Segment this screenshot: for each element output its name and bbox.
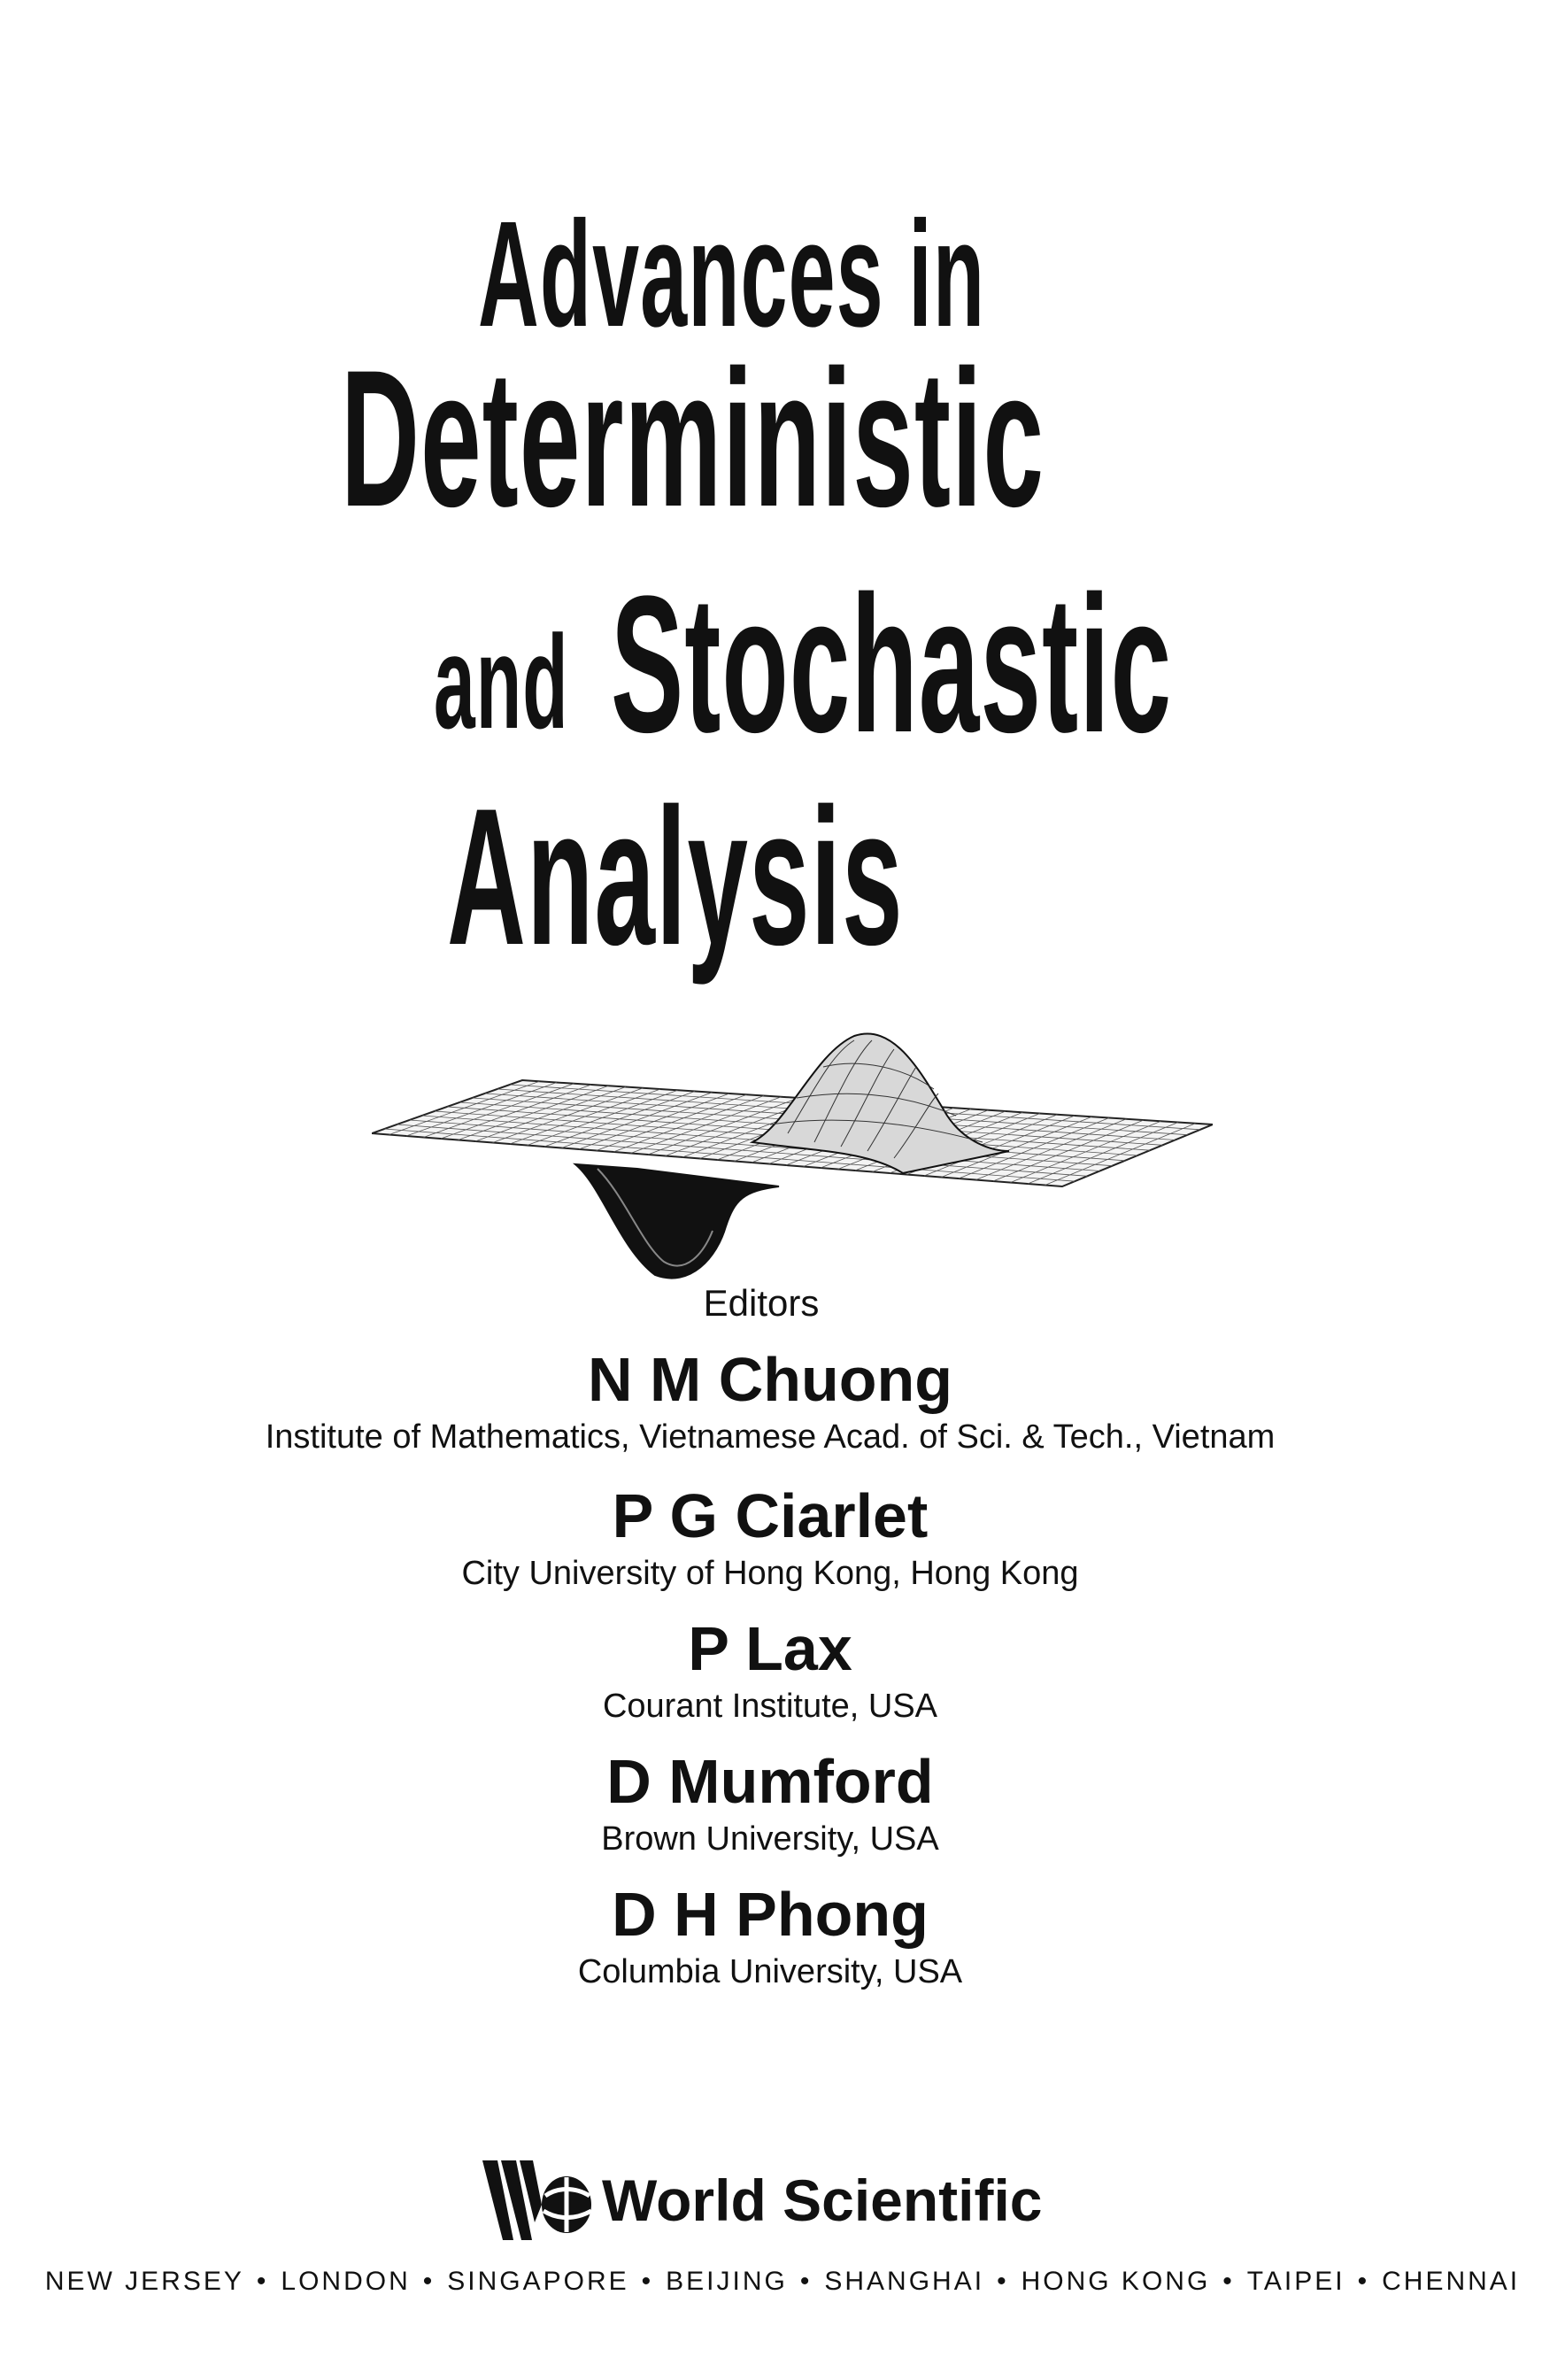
editor-name: P Lax — [688, 1614, 852, 1683]
city-separator: • — [1357, 2267, 1370, 2296]
editor-affiliation: Brown University, USA — [601, 1820, 939, 1858]
title-line-stochastic: Stochastic — [611, 555, 1173, 773]
city-name: SHANGHAI — [824, 2267, 985, 2296]
editor-affiliation: Columbia University, USA — [577, 1953, 963, 1990]
title-line-deterministic: Deterministic — [341, 329, 1045, 547]
editor-affiliation: Courant Institute, USA — [602, 1688, 938, 1725]
publisher-logo — [478, 2156, 1043, 2245]
editor-name: N M Chuong — [587, 1345, 953, 1414]
editor-name: D Mumford — [606, 1747, 934, 1816]
city-separator: • — [422, 2267, 436, 2296]
editors-heading: Editors — [703, 1282, 820, 1324]
city-name: BEIJING — [666, 2267, 788, 2296]
city-name: HONG KONG — [1021, 2267, 1211, 2296]
title-line-analysis: Analysis — [447, 768, 904, 985]
city-separator: • — [641, 2267, 654, 2296]
city-name: CHENNAI — [1382, 2267, 1521, 2296]
editor-name: P G Ciarlet — [612, 1481, 929, 1550]
editor-affiliation: City University of Hong Kong, Hong Kong — [461, 1555, 1079, 1592]
editor-name: D H Phong — [612, 1880, 929, 1949]
title-word-and: and — [434, 607, 569, 756]
city-separator: • — [799, 2267, 813, 2296]
publisher-cities — [0, 2267, 1565, 2297]
city-name: LONDON — [281, 2267, 411, 2296]
publisher-name: World Scientific — [602, 2168, 1043, 2233]
world-scientific-logo-icon — [478, 2156, 593, 2245]
editor-affiliation: Institute of Mathematics, Vietnamese Acad. of Sci. & Tech., Vietnam — [265, 1418, 1276, 1456]
city-name: TAIPEI — [1246, 2267, 1345, 2296]
city-name: NEW JERSEY — [44, 2267, 244, 2296]
wireframe-surface-plot-icon — [372, 1018, 1213, 1293]
title-line-advances-in: Advances in — [478, 190, 986, 359]
city-separator: • — [997, 2267, 1009, 2296]
city-name: SINGAPORE — [447, 2267, 629, 2296]
city-separator: • — [256, 2267, 269, 2296]
city-separator: • — [1222, 2267, 1235, 2296]
